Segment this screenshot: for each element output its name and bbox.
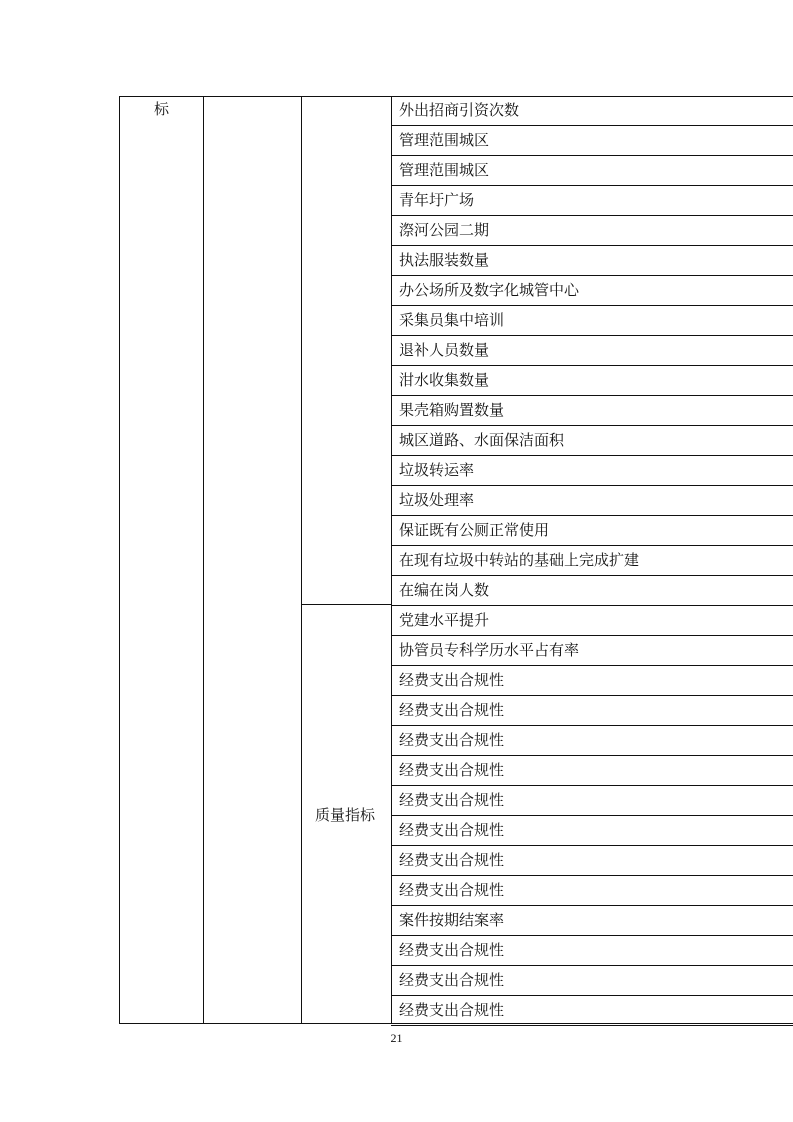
table-row [391, 336, 793, 366]
table-row [391, 996, 793, 1026]
table-row [391, 936, 793, 966]
indicator-table [119, 96, 793, 1024]
table-left-border [119, 96, 120, 1024]
table-row [391, 96, 793, 126]
table-row [391, 876, 793, 906]
indicator-item: 在现有垃圾中转站的基础上完成扩建 [399, 551, 640, 569]
table-row [391, 456, 793, 486]
indicator-item: 在编在岗人数 [399, 581, 490, 599]
column-divider [301, 96, 302, 1024]
table-row [391, 756, 793, 786]
indicator-item: 经费支出合规性 [399, 791, 505, 809]
table-row [391, 486, 793, 516]
indicator-item: 果壳箱购置数量 [399, 401, 505, 419]
indicator-item: 经费支出合规性 [399, 881, 505, 899]
table-row [391, 546, 793, 576]
indicator-item: 垃圾转运率 [399, 461, 475, 479]
indicator-item: 漈河公园二期 [399, 221, 490, 239]
indicator-item: 党建水平提升 [399, 611, 490, 629]
quality-indicator-label: 质量指标 [315, 806, 376, 824]
table-row [391, 426, 793, 456]
indicator-item: 案件按期结案率 [399, 911, 505, 929]
indicator-item: 经费支出合规性 [399, 671, 505, 689]
indicator-item: 经费支出合规性 [399, 851, 505, 869]
table-row [391, 696, 793, 726]
indicator-item: 经费支出合规性 [399, 971, 505, 989]
indicator-item: 退补人员数量 [399, 341, 490, 359]
table-row [391, 726, 793, 756]
table-row [391, 846, 793, 876]
indicator-item: 垃圾处理率 [399, 491, 475, 509]
table-row [391, 396, 793, 426]
table-row [391, 306, 793, 336]
indicator-item: 青年圩广场 [399, 191, 475, 209]
table-row [391, 636, 793, 666]
page-number: 21 [390, 1031, 403, 1045]
table-row [391, 516, 793, 546]
indicator-item: 管理范围城区 [399, 131, 490, 149]
indicator-item: 经费支出合规性 [399, 731, 505, 749]
indicator-item: 外出招商引资次数 [399, 101, 520, 119]
column1-label: 标 [154, 100, 170, 118]
indicator-item: 泔水收集数量 [399, 371, 490, 389]
indicator-item: 办公场所及数字化城管中心 [399, 281, 580, 299]
indicator-item: 协管员专科学历水平占有率 [399, 641, 580, 659]
indicator-item: 城区道路、水面保洁面积 [399, 431, 565, 449]
indicator-item: 采集员集中培训 [399, 311, 505, 329]
table-row [391, 156, 793, 186]
indicator-item: 管理范围城区 [399, 161, 490, 179]
indicator-item: 经费支出合规性 [399, 821, 505, 839]
table-row [391, 906, 793, 936]
table-row [391, 366, 793, 396]
table-row [391, 186, 793, 216]
table-row [391, 246, 793, 276]
indicator-item: 经费支出合规性 [399, 941, 505, 959]
table-row [391, 666, 793, 696]
table-row [391, 786, 793, 816]
table-row [391, 816, 793, 846]
indicator-item: 经费支出合规性 [399, 761, 505, 779]
category-divider [301, 604, 391, 605]
indicator-item: 经费支出合规性 [399, 701, 505, 719]
table-row [391, 216, 793, 246]
table-row [391, 966, 793, 996]
table-row [391, 576, 793, 606]
table-row [391, 276, 793, 306]
indicator-item: 保证既有公厕正常使用 [399, 521, 550, 539]
indicator-item: 执法服装数量 [399, 251, 490, 269]
table-row [391, 606, 793, 636]
column-divider [203, 96, 204, 1024]
table-row [391, 126, 793, 156]
indicator-item: 经费支出合规性 [399, 1001, 505, 1019]
